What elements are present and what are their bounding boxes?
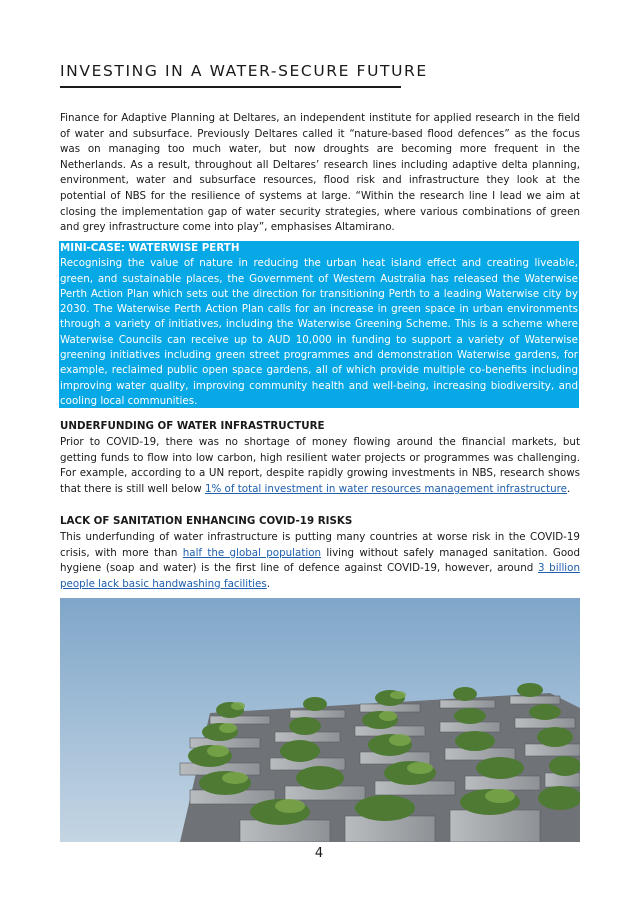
page-title: INVESTING IN A WATER-SECURE FUTURE: [60, 62, 428, 80]
underfunding-text-end: .: [566, 482, 571, 495]
global-population-link[interactable]: half the global population: [182, 546, 322, 559]
mini-case-box: [59, 241, 579, 408]
underfunding-paragraph: [60, 435, 580, 499]
intro-paragraph: Finance for Adaptive Planning at Deltares, an independent institute for applied research in the field of water and subsurface. Previously Deltares called it “nature-based flood defences” as the focus was on managing too much water, but now droughts are becoming more frequent in the Netherlands. As a result, throughout all Deltares’ research lines including adaptive delta planning, environment, water and subsurface resources, flood risk and infrastructure they look at the potential of NBS for the resilience of systems at large. “Within the research line I lead we aim at closing the implementation gap of water security strategies, where various combinations of green and grey infrastructure come into play”, emphasises Altamirano.: [60, 112, 580, 234]
vertical-forest-photo: [60, 598, 580, 842]
heading-underfunding: UNDERFUNDING OF WATER INFRASTRUCTURE: [60, 420, 325, 432]
mini-case-body: Recognising the value of nature in reducing the urban heat island effect and creating liveable, green, and sustainable places, the Government of Western Australia has released the Waterwise Perth Action Plan which sets out the direction for transitioning Perth to a leading Waterwise city by 2030. The Waterwise Perth Action Plan calls for an increase in green space in urban environments through a variety of initiatives, including the Waterwise Greening Scheme. This is a scheme where Waterwise Councils can receive up to AUD 10,000 in funding to support a variety of Waterwise greening initiatives including green street programmes and demonstration Waterwise gardens, for example, reclaimed public open space gardens, all of which provide multiple co-benefits including improving water quality, improving community health and well-being, increasing biodiversity, and cooling local communities.: [60, 257, 578, 407]
page-number: 4: [314, 846, 324, 861]
mini-case-heading: MINI-CASE: WATERWISE PERTH: [60, 242, 240, 254]
underfunding-text: Prior to COVID-19, there was no shortage of money flowing around the financial markets, but getting funds to flow into low carbon, high resilient water projects or programmes was challenging. For example, according to a UN report, despite rapidly growing investments in NBS, research shows that there is still well below: [60, 436, 580, 495]
sanitation-text-2: living without safely managed sanitation. Good hygiene (soap and water) is the first line of defence against COVID-19, however, around: [60, 546, 580, 575]
handwashing-link[interactable]: 3 billion people lack basic handwashing facilities: [60, 562, 580, 590]
investment-link[interactable]: 1% of total investment in water resources management infrastructure: [204, 482, 567, 495]
sanitation-text-3: .: [266, 577, 271, 590]
sanitation-paragraph: [60, 530, 580, 593]
section-title-block: [60, 62, 428, 88]
building-illustration: [60, 598, 580, 842]
sanitation-text-1: This underfunding of water infrastructure is putting many countries at worse risk in the COVID-19 crisis, with more than: [60, 531, 580, 559]
title-underline: [60, 86, 401, 88]
heading-sanitation: LACK OF SANITATION ENHANCING COVID-19 RISKS: [60, 515, 353, 527]
